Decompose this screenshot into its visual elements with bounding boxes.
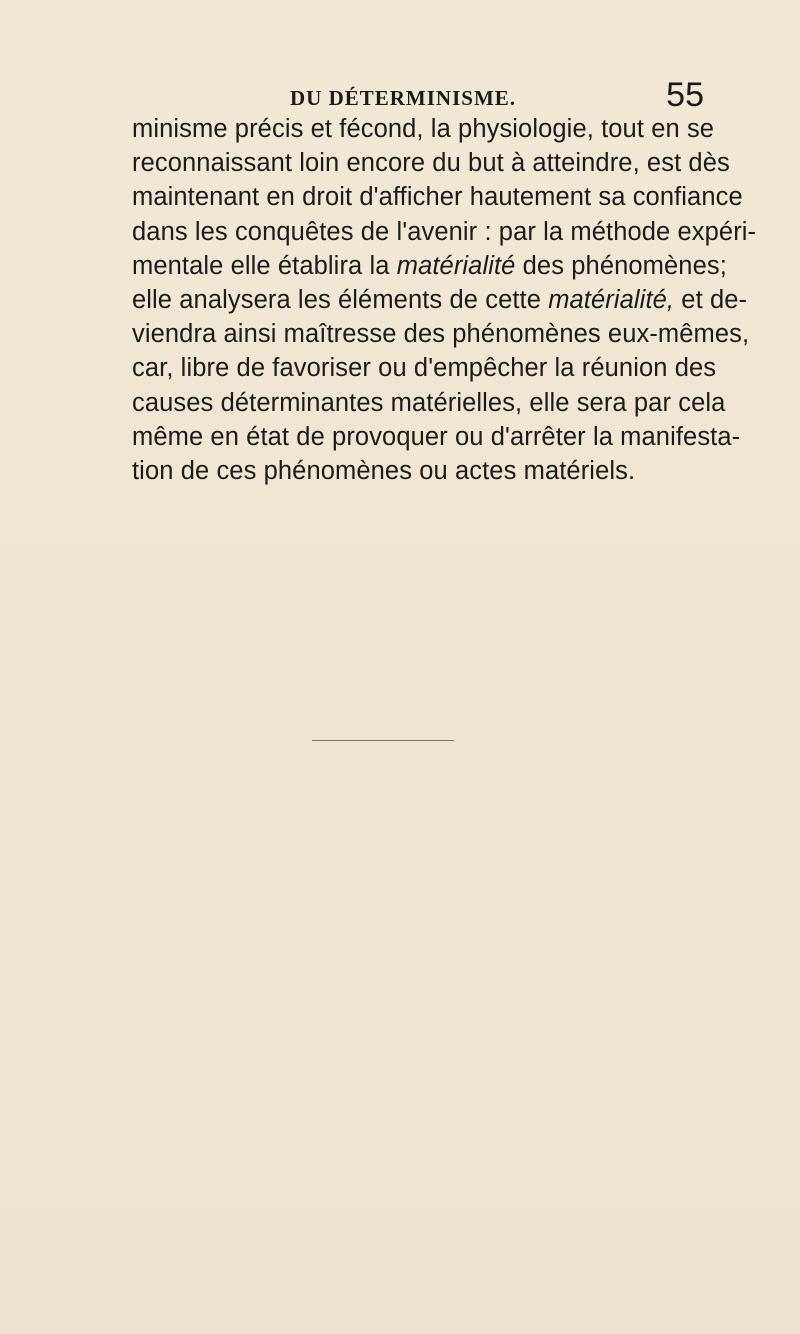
body-paragraph bbox=[132, 112, 757, 488]
text-line-6-start: elle analysera les éléments de cette bbox=[132, 286, 549, 315]
text-line-4: dans les conquêtes de l'avenir : par la méthode expéri- bbox=[132, 217, 757, 246]
page-number: 55 bbox=[666, 76, 704, 114]
text-line-11: tion de ces phénomènes ou actes matériels. bbox=[132, 457, 636, 486]
text-line-9: causes déterminantes matérielles, elle sera par cela bbox=[132, 388, 726, 417]
text-line-1: minisme précis et fécond, la physiologie, tout en se bbox=[132, 115, 715, 143]
text-line-8: car, libre de favoriser ou d'empêcher la réunion des bbox=[132, 354, 717, 383]
text-line-7: viendra ainsi maîtresse des phénomènes eux-mêmes, bbox=[132, 320, 750, 349]
text-line-5-start: mentale elle établira la bbox=[132, 251, 397, 280]
text-line-2: reconnaissant loin encore du but à atteindre, est dès bbox=[132, 149, 730, 178]
text-line-6 bbox=[132, 283, 748, 317]
text-line-10: même en état de provoquer ou d'arrêter la manifesta- bbox=[132, 422, 741, 451]
text-line-5-end: des phénomènes; bbox=[515, 251, 727, 280]
text-line-6-end: et de- bbox=[674, 286, 748, 315]
section-end-rule bbox=[312, 740, 454, 741]
running-title: DU DÉTERMINISME. bbox=[290, 86, 517, 110]
text-line-3: maintenant en droit d'afficher hautement sa confiance bbox=[132, 183, 743, 212]
italic-term-materialite-2: matérialité, bbox=[548, 286, 675, 315]
italic-term-materialite: matérialité bbox=[396, 251, 516, 280]
text-line-5 bbox=[132, 249, 727, 283]
